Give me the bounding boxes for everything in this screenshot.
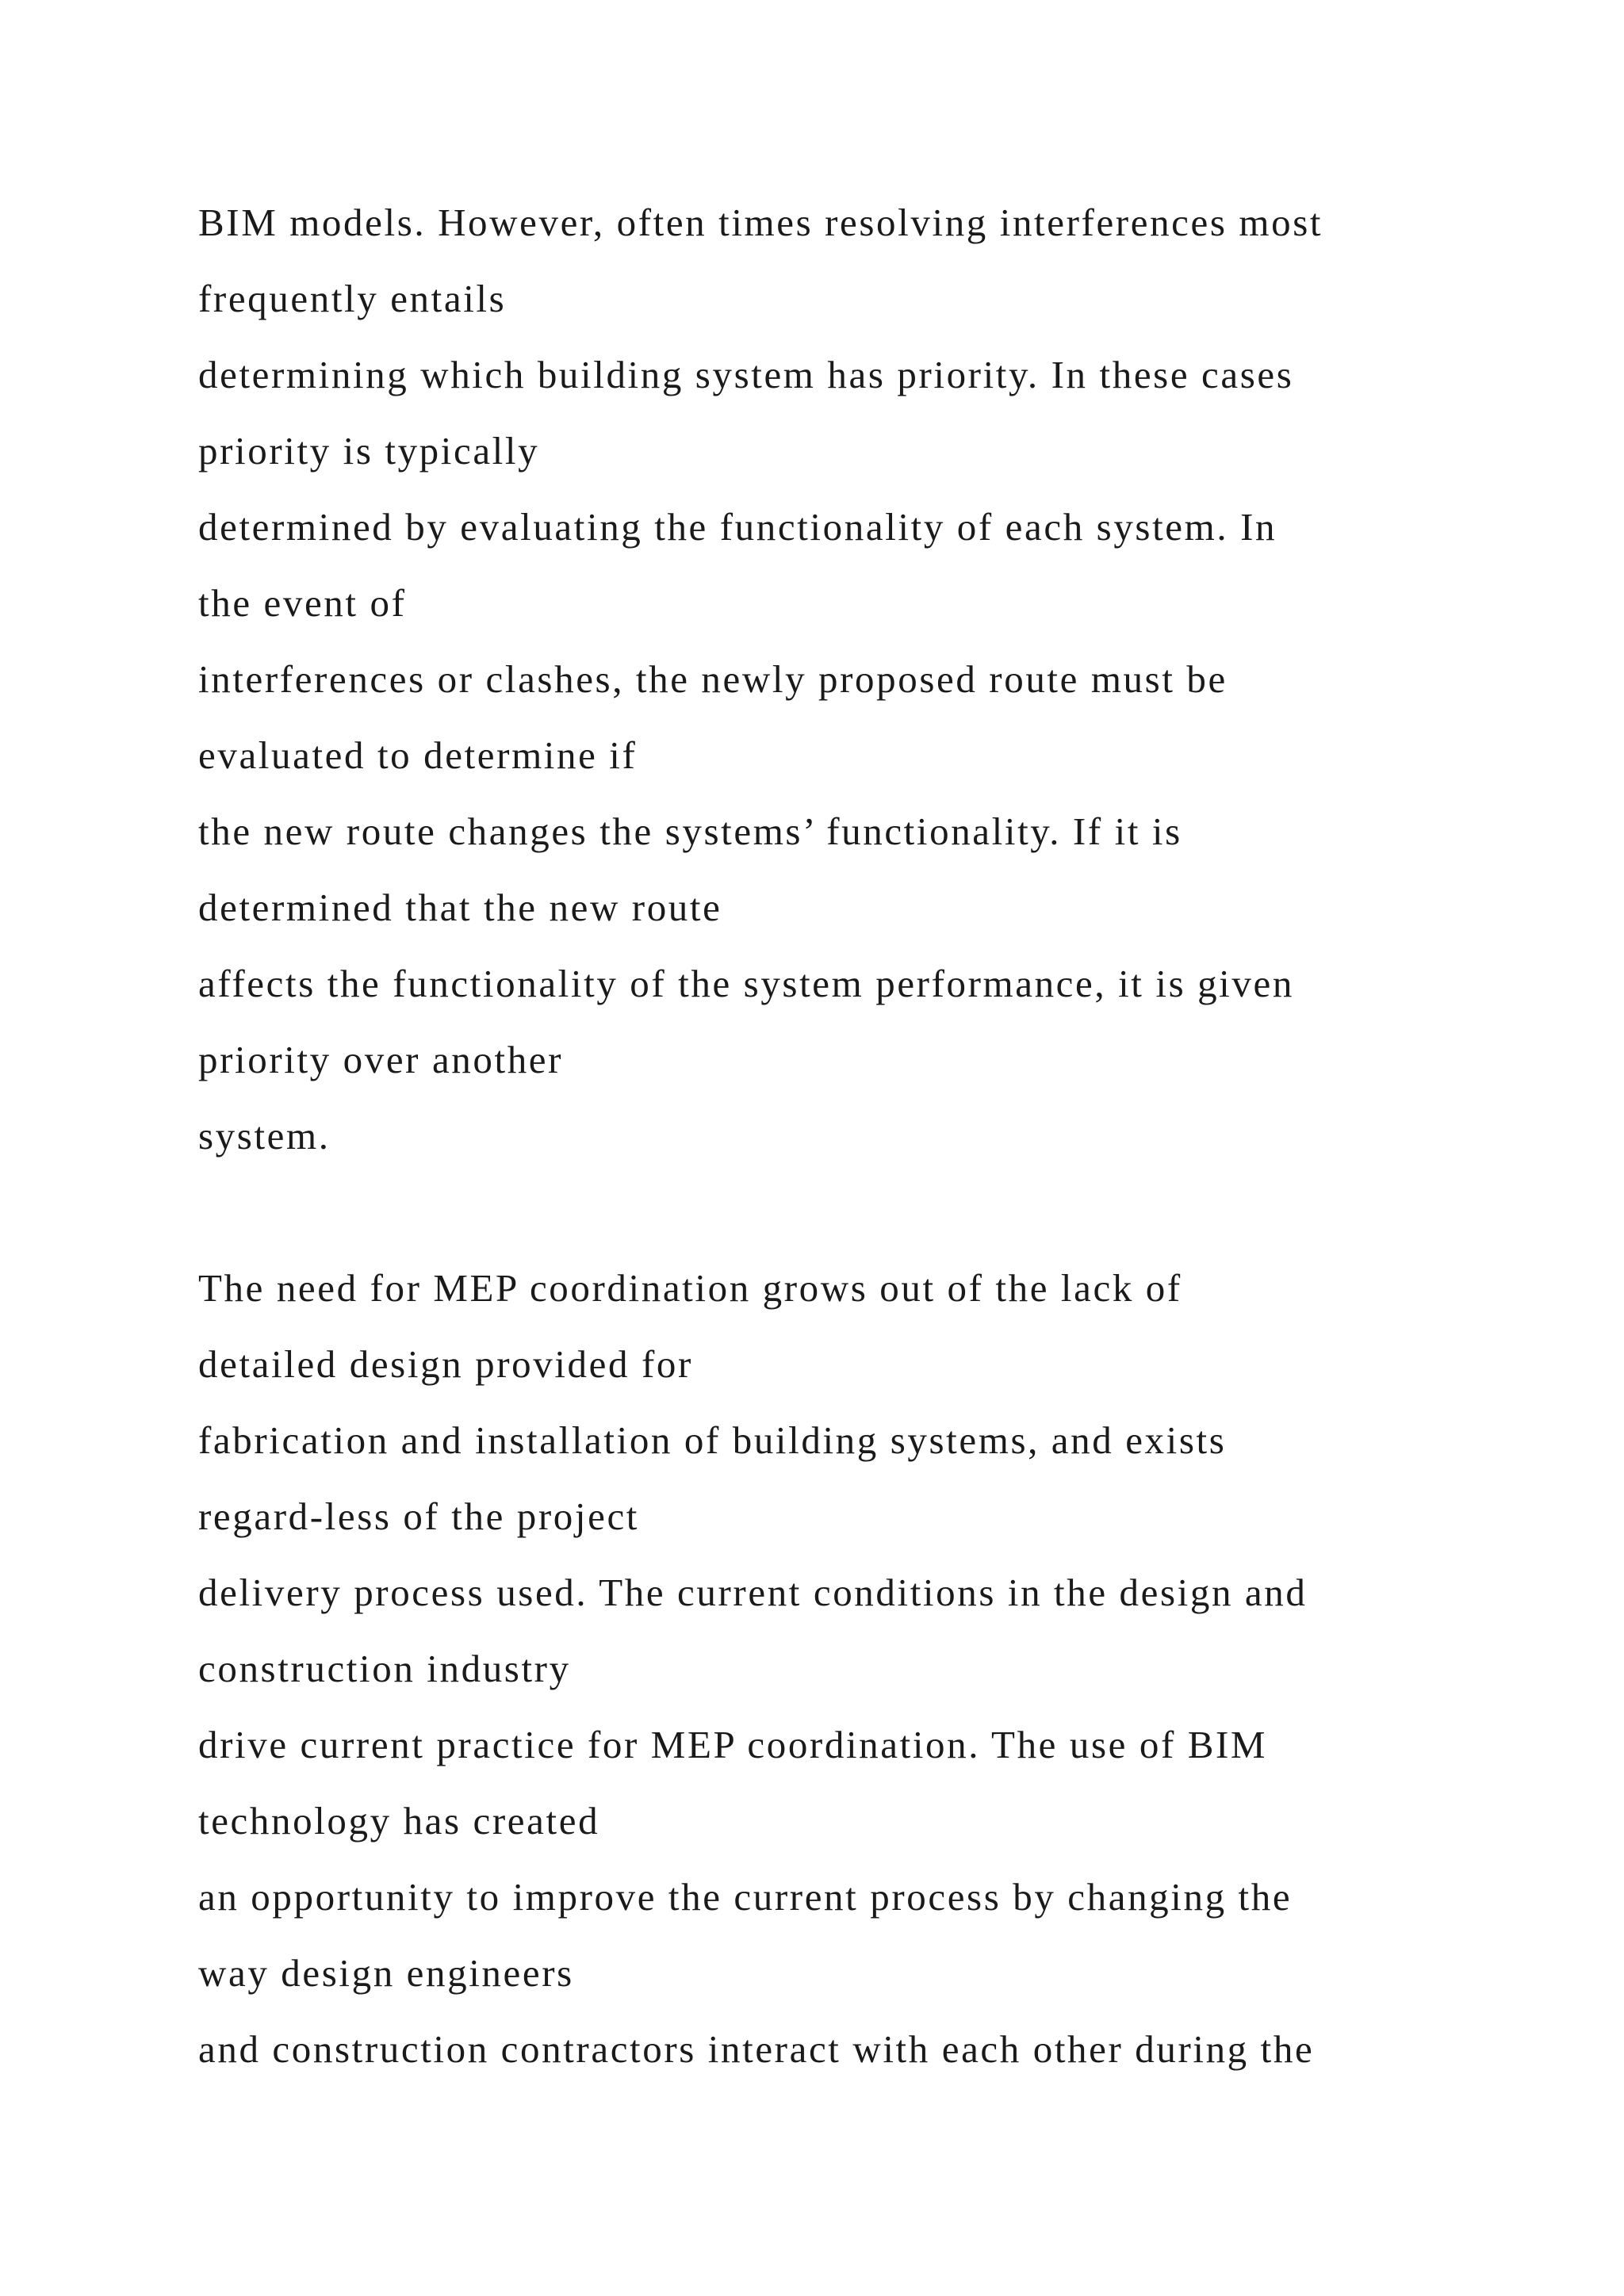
text-line: the event of (198, 581, 407, 625)
text-line: regard-less of the project (198, 1494, 640, 1538)
document-body (198, 185, 1546, 2087)
text-line: technology has created (198, 1799, 600, 1843)
text-line: determining which building system has priority. In these cases (198, 353, 1294, 396)
text-line: priority over another (198, 1038, 564, 1081)
paragraph-2 (198, 1250, 1546, 2087)
text-line: BIM models. However, often times resolving interferences most (198, 201, 1323, 244)
text-line: evaluated to determine if (198, 733, 638, 777)
text-line: drive current practice for MEP coordination. The use of BIM (198, 1723, 1268, 1766)
text-line: fabrication and installation of building systems, and exists (198, 1418, 1227, 1462)
text-line: delivery process used. The current conditions in the design and (198, 1571, 1308, 1614)
paragraph-spacer (198, 1174, 1546, 1250)
text-line: detailed design provided for (198, 1342, 693, 1386)
text-line: priority is typically (198, 429, 540, 473)
text-line: construction industry (198, 1647, 571, 1690)
text-line: interferences or clashes, the newly proposed route must be (198, 657, 1228, 701)
text-line: affects the functionality of the system performance, it is given (198, 962, 1294, 1005)
text-line: system. (198, 1114, 331, 1158)
text-line: an opportunity to improve the current process by changing the (198, 1875, 1293, 1919)
text-line: way design engineers (198, 1951, 574, 1995)
text-line: determined by evaluating the functionality of each system. In (198, 505, 1277, 549)
paragraph-1 (198, 185, 1546, 1174)
text-line: the new route changes the systems’ functionality. If it is (198, 809, 1182, 853)
text-line: determined that the new route (198, 886, 722, 929)
text-line: The need for MEP coordination grows out of the lack of (198, 1266, 1182, 1310)
text-line: frequently entails (198, 277, 507, 320)
text-line: and construction contractors interact with each other during the (198, 2027, 1315, 2071)
